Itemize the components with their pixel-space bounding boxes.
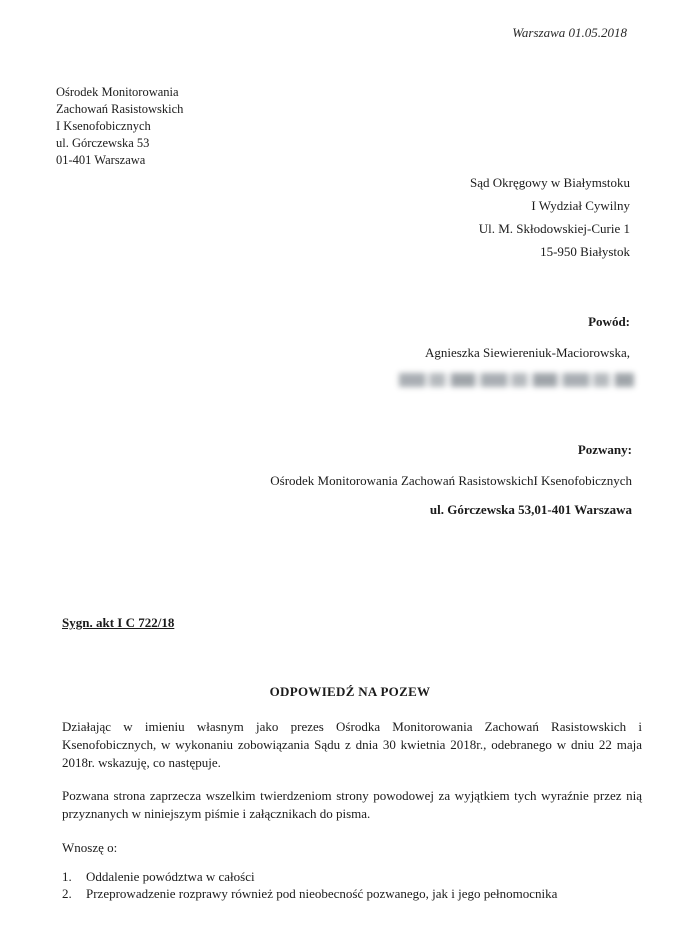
list-item	[62, 868, 557, 885]
sender-line: 01-401 Warszawa	[56, 153, 146, 167]
court-line: Sąd Okręgowy w Białymstoku	[470, 175, 630, 190]
redacted-address	[399, 373, 634, 387]
sender-line: I Ksenofobicznych	[56, 119, 151, 133]
sender-address-block	[56, 84, 183, 169]
list-item-text: Przeprowadzenie rozprawy również pod nieobecność pozwanego, jak i jego pełnomocnika	[86, 886, 558, 901]
list-item	[62, 885, 557, 902]
list-item-number: 2.	[62, 886, 72, 901]
list-item-number: 1.	[62, 869, 72, 884]
document-title: ODPOWIEDŹ NA POZEW	[269, 684, 431, 699]
court-line: Ul. M. Skłodowskiej-Curie 1	[478, 221, 630, 236]
court-address-block	[470, 171, 630, 263]
sender-line: Zachowań Rasistowskich	[56, 102, 184, 116]
paragraph: Działając w imieniu własnym jako prezes Ośrodka Monitorowania Zachowań Rasistowskich i Ksenofobicznych, w wykonaniu zobowiązania Sądu z dnia 30 kwietnia 2018r., odebranego w dniu 22 maja 2018r. wskazuję, co następuje.	[62, 719, 642, 770]
list-item-text: Oddalenie powództwa w całości	[86, 869, 255, 884]
letter-date: Warszawa 01.05.2018	[512, 25, 627, 40]
sender-line: Ośrodek Monitorowania	[56, 85, 179, 99]
requests-intro: Wnoszę o:	[62, 840, 118, 855]
defendant-name: Ośrodek Monitorowania Zachowań RasistowskichI Ksenofobicznych	[270, 473, 632, 488]
case-reference: Sygn. akt I C 722/18	[62, 615, 175, 630]
court-line: 15-950 Białystok	[540, 244, 630, 259]
court-line: I Wydział Cywilny	[531, 198, 630, 213]
plaintiff-name: Agnieszka Siewiereniuk-Maciorowska,	[424, 345, 630, 360]
plaintiff-label: Powód:	[588, 314, 630, 329]
sender-line: ul. Górczewska 53	[56, 136, 150, 150]
requests-list	[62, 868, 557, 902]
paragraph: Pozwana strona zaprzecza wszelkim twierdzeniom strony powodowej za wyjątkiem tych wyraźnie przez nią przyznanych w niniejszym piśmie i załącznikach do pisma.	[62, 788, 642, 821]
defendant-address: ul. Górczewska 53,01-401 Warszawa	[429, 502, 632, 517]
defendant-label: Pozwany:	[577, 442, 632, 457]
